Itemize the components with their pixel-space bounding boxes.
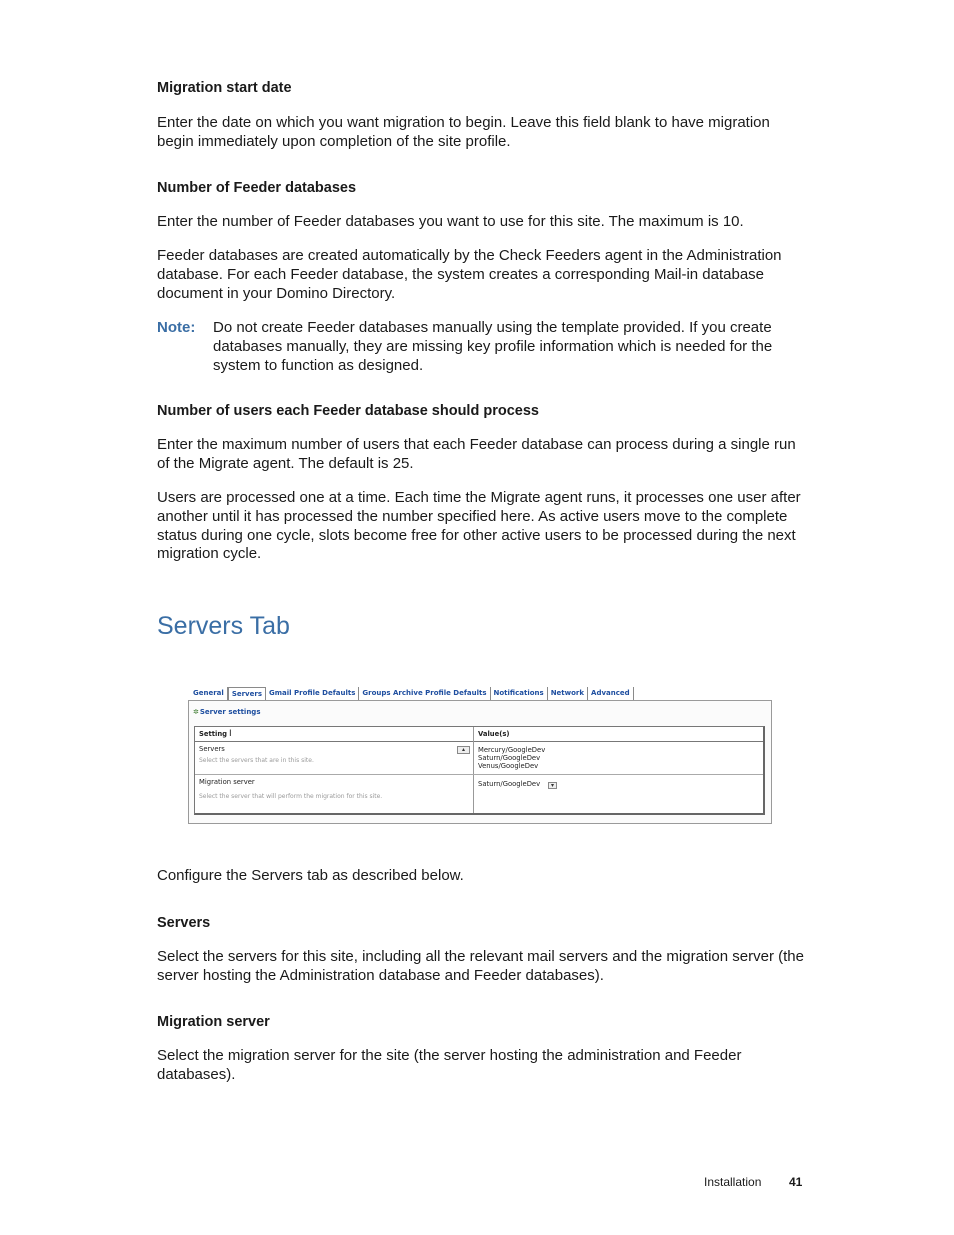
paragraph-users-processing: Users are processed one at a time. Each time the Migrate agent runs, it processes one user after another until it has processed the number specified here. As active users move to the complete status during one cycle, slots become free for other active users to be processed during the next migration cycle. [157, 489, 801, 563]
tab-gmail-profile-defaults[interactable]: Gmail Profile Defaults [266, 687, 359, 700]
settings-star-icon: ✲ [193, 708, 199, 716]
section-title-servers-tab: Servers Tab [157, 612, 290, 640]
heading-migration-start-date: Migration start date [157, 80, 292, 96]
column-divider [473, 727, 474, 813]
table-header [195, 727, 763, 742]
paragraph-migration-server: Select the migration server for the site (the server hosting the administration and Feeder databases). [157, 1047, 742, 1083]
heading-migration-server: Migration server [157, 1014, 270, 1030]
text-cursor-icon: I [229, 729, 232, 739]
row-label-migration-server: Migration server [199, 778, 255, 786]
paragraph-feeder-creation: Feeder databases are created automatically by the Check Feeders agent in the Administration database. For each Feeder database, the system creates a corresponding Mail-in database document in your Domino Directory. [157, 247, 782, 302]
tab-general[interactable]: General [190, 687, 228, 700]
tab-network[interactable]: Network [548, 687, 588, 700]
column-header-values: Value(s) [478, 730, 510, 738]
note-label: Note: [157, 319, 196, 336]
tab-groups-archive-profile-defaults[interactable]: Groups Archive Profile Defaults [359, 687, 490, 700]
paragraph-feeder-maximum: Enter the number of Feeder databases you want to use for this site. The maximum is 10. [157, 213, 744, 230]
servers-tab-screenshot [188, 686, 772, 826]
paragraph-migration-start-date: Enter the date on which you want migration to begin. Leave this field blank to have migration begin immediately upon completion of the site profile. [157, 114, 770, 150]
tab-servers[interactable]: Servers [228, 687, 266, 700]
server-value-mercury: Mercury/GoogleDev [478, 746, 546, 754]
heading-servers: Servers [157, 915, 211, 931]
note-text: Do not create Feeder databases manually using the template provided. If you create databases manually, they are missing key profile information which is needed for the system to function as designed. [213, 319, 773, 374]
page-number: 41 [789, 1175, 803, 1189]
tab-notifications[interactable]: Notifications [491, 687, 548, 700]
settings-panel [188, 700, 772, 824]
row-divider [195, 774, 763, 775]
tab-bar [190, 687, 634, 700]
column-header-setting: Setting I [199, 729, 232, 739]
footer-section-name: Installation [704, 1175, 762, 1189]
server-value-venus: Venus/GoogleDev [478, 762, 539, 770]
migration-server-value[interactable]: Saturn/GoogleDev [478, 780, 541, 788]
servers-picker-button[interactable]: ▴ [457, 746, 470, 754]
row-help-servers: Select the servers that are in this site. [199, 757, 314, 764]
settings-table [194, 726, 765, 815]
heading-users-per-feeder: Number of users each Feeder database should process [157, 403, 539, 419]
paragraph-configure-servers-tab: Configure the Servers tab as described below. [157, 867, 464, 884]
heading-number-of-feeder-databases: Number of Feeder databases [157, 180, 357, 196]
paragraph-servers: Select the servers for this site, including all the relevant mail servers and the migration server (the server hosting the Administration database and Feeder databases). [157, 948, 804, 984]
row-label-servers: Servers [199, 745, 225, 753]
tab-advanced[interactable]: Advanced [588, 687, 634, 700]
server-settings-heading: ✲Server settings [193, 708, 261, 716]
note-block [157, 319, 807, 377]
row-help-migration-server: Select the server that will perform the migration for this site. [199, 793, 383, 800]
server-value-saturn: Saturn/GoogleDev [478, 754, 541, 762]
migration-server-dropdown-icon[interactable]: ▾ [548, 782, 557, 789]
paragraph-users-maximum: Enter the maximum number of users that each Feeder database can process during a single run of the Migrate agent. The default is 25. [157, 436, 796, 472]
